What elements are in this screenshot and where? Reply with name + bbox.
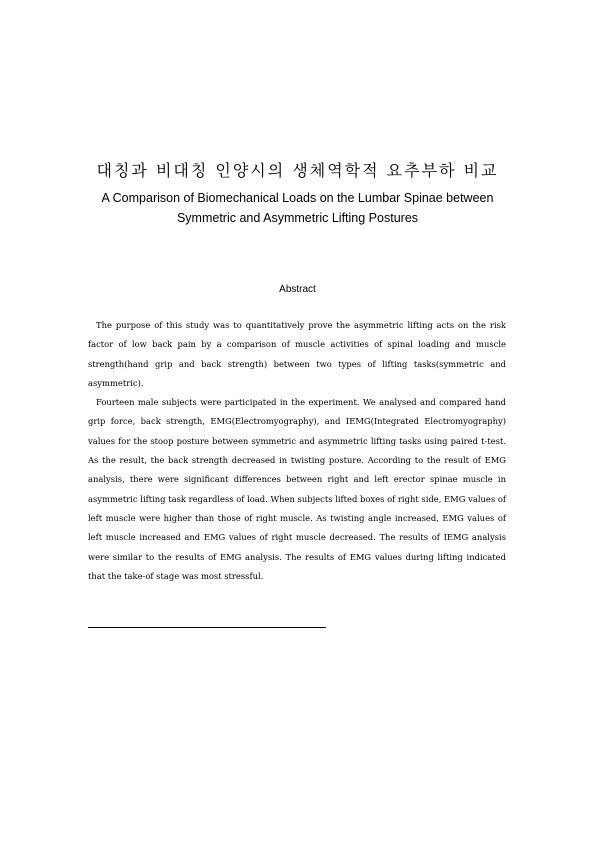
abstract-heading: Abstract xyxy=(279,284,316,295)
english-title xyxy=(0,188,595,228)
footnote-divider xyxy=(88,627,326,628)
abstract-paragraph-1: The purpose of this study was to quantitatively prove the asymmetric lifting acts on the risk factor of low back pain by a comparison of muscle activities of spinal loading and muscle strength(hand grip and back strength) between two types of lifting tasks(symmetric and asymmetric). xyxy=(88,320,506,388)
abstract-paragraph-2: Fourteen male subjects were participated in the experiment. We analysed and compared hand grip force, back strength, EMG(Electromyography), and IEMG(Integrated Electromyography) values for the stoop posture between symmetric and asymmetric lifting tasks using paired t-test. As the result, the back strength decreased in twisting posture. According to the result of EMG analysis, there were significant differences between right and left erector spinae muscle in asymmetric lifting task regardless of load. When subjects lifted boxes of right side, EMG values of left muscle were higher than those of right muscle. As twisting angle increased, EMG values of left muscle increased and EMG values of right muscle decreased. The results of IEMG analysis were similar to the results of EMG analysis. The results of EMG values during lifting indicated that the take-of stage was most stressful. xyxy=(88,397,506,581)
abstract-body xyxy=(88,316,506,586)
english-title-line-2: Symmetric and Asymmetric Lifting Postures xyxy=(176,211,419,225)
english-title-line-1: A Comparison of Biomechanical Loads on the Lumbar Spinae between xyxy=(101,191,494,205)
korean-title: 대칭과 비대칭 인양시의 생체역학적 요추부하 비교 xyxy=(96,161,499,180)
